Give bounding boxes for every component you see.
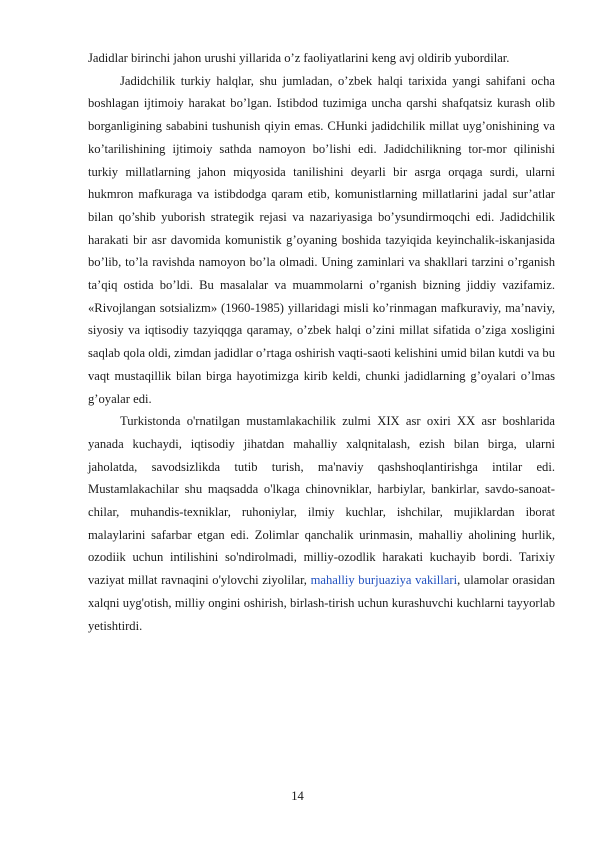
paragraph-1 <box>88 47 555 70</box>
document-body <box>88 47 555 637</box>
burjuaziya-link[interactable]: mahalliy burjuaziya vakillari <box>310 573 458 588</box>
paragraph-2 <box>88 70 555 411</box>
paragraph-3 <box>88 410 555 637</box>
paragraph-1-text: Jadidlar birinchi jahon urushi yillarida o’z faoliyatlarini keng avj oldirib yubordilar. <box>88 51 510 65</box>
page-number: 14 <box>291 789 304 803</box>
paragraph-3-text-after: , ulamolar orasidan xalqni uyg'otish, milliy ongini oshirish, birlash-tirish uchun kurashuvchi kuchlarni tayyorlab yetishtirdi. <box>88 573 555 633</box>
paragraph-3-text-before: Turkistonda o'rnatilgan mustamlakachilik zulmi XIX asr oxiri XX asr boshlarida yanada kuchaydi, iqtisodiy jihatdan mahalliy xalqnitalash, ezish bilan birga, ularni jaholatda, savodsizlikda tutib turish, ma'naviy qashshoqlantirishga intilar edi. Mustamlakachilar shu maqsadda o'lkaga chinovniklar, harbiylar, bankirlar, savdo-sanoat-chilar, muhandis-texniklar, ruhoniylar, ilmiy kuchlar, ishchilar, mujiklardan iborat malaylarini safarbar etgan edi. Zolimlar qanchalik urinmasin, mahalliy aholining hurlik, ozodiik uchun intilishini so'ndirolmadi, milliy-ozodlik harakati kuchayib bordi. Tarixiy vaziyat millat ravnaqini o'ylovchi ziyolilar, <box>88 414 555 588</box>
paragraph-2-text: Jadidchilik turkiy halqlar, shu jumladan, o’zbek halqi tarixida yangi sahifani ocha boshlagan ijtimoiy harakat bo’lgan. Istibdod tuzimiga uncha qarshi shafqatsiz kurash olib borganligining sababini tushunish qiyin emas. CHunki jadidchilik millat uyg’onishining va ko’tarilishining ijtimoiy sathda namoyon bo’lishi edi. Jadidchilikning tor-mor qilinishi turkiy millatlarning jahon miqyosida tanilishini deyarli bir asrga orqaga surdi, ularni hukmron mafkuraga va istibdodga qaram etib, komunistlarning millatlarini jadal sur’atlar bilan qo’shib yuborish strategik rejasi va nazariyasiga bo’ysundirmoqchi edi. Jadidchilik harakati bir asr davomida komunistik g’oyaning boshida tazyiqida keyinchalik-iskanjasida bo’lib, to’la ravishda namoyon bo’la olmadi. Uning zaminlari va shakllari tarzini o’rganish ta’qiq ostida bo’ldi. Bu masalalar va muammolarni o’rganish bizning jiddiy vazifamiz. «Rivojlangan sotsializm» (1960-1985) yillaridagi misli ko’rinmagan mafkuraviy, ma’naviy, siyosiy va iqtisodiy tazyiqqga qaramay, o’zbek halqi o’zini millat sifatida o’ziga xosligini saqlab qola oldi, zimdan jadidlar o’rtaga oshirish vaqti-saoti kelishini umid bilan kutdi va bu vaqt mustaqillik bilan birga hayotimizga kirib keldi, chunki jadidlarning g’oyalari o’lmas g’oyalar edi. <box>88 73 555 406</box>
